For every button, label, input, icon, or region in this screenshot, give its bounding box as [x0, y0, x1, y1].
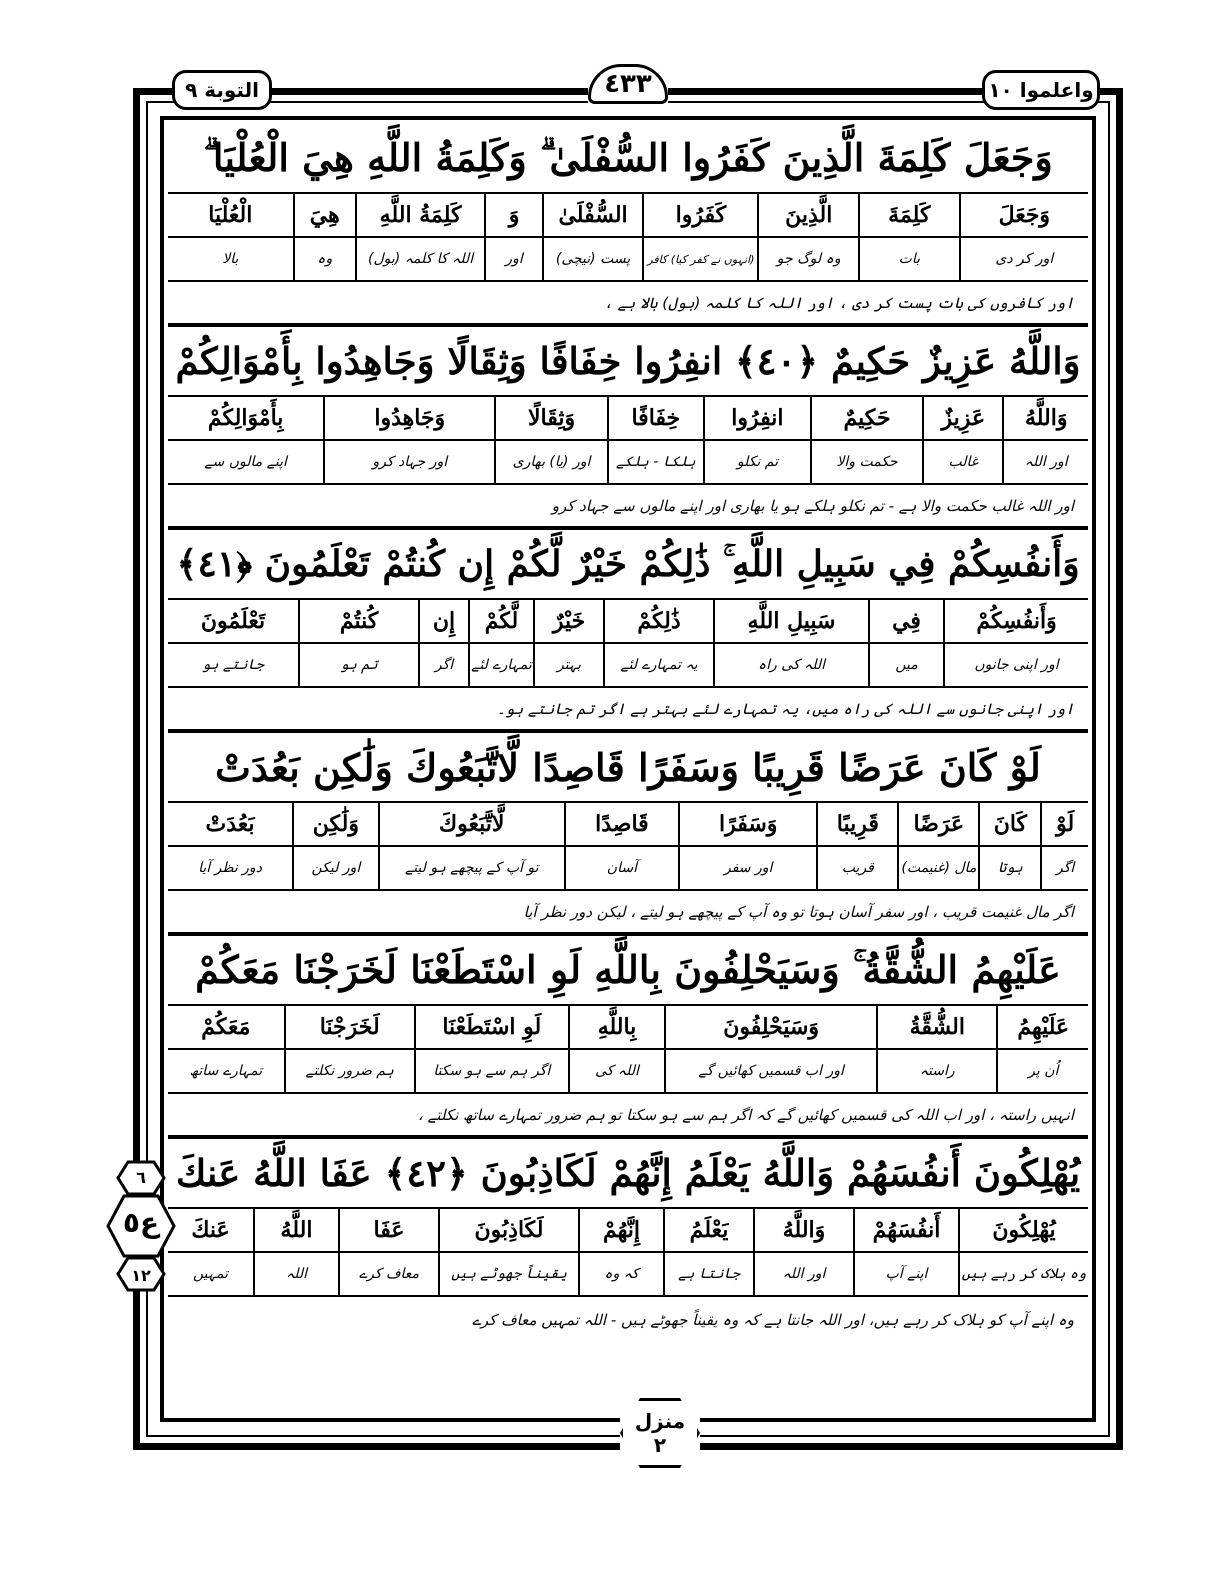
- urdu-meaning-cell: تو آپ کے پیچھے ہو لیتے: [378, 847, 564, 889]
- arabic-word-cell: وَلَٰكِن: [292, 803, 378, 845]
- arabic-word-cell: وَسَفَرًا: [678, 803, 816, 845]
- arabic-word-cell: الَّذِينَ: [757, 194, 858, 236]
- urdu-meaning-cell: اگر ہم سے ہو سکتا: [414, 1050, 568, 1092]
- meaning-row: [168, 238, 1088, 282]
- verse-block: [168, 124, 1088, 327]
- word-row: [168, 803, 1088, 847]
- urdu-meaning-cell: اور کر دی: [959, 238, 1088, 280]
- urdu-meaning-cell: اُن پر: [996, 1050, 1088, 1092]
- word-row: [168, 1006, 1088, 1050]
- urdu-meaning-cell: آسان: [564, 847, 678, 889]
- arabic-word-cell: السُّفْلَىٰ: [542, 194, 643, 236]
- urdu-meaning-cell: ہوتا: [978, 847, 1040, 889]
- urdu-translation-line: اگر مال غنیمت قریب ، اور سفر آسان ہوتا تو وہ آپ کے پیچھے ہو لیتے ، لیکن دور نظر آیا: [168, 891, 1088, 936]
- urdu-meaning-cell: اگر: [418, 644, 468, 686]
- urdu-meaning-cell: یقیناً جھوٹے ہیں: [438, 1253, 578, 1295]
- arabic-word-cell: لَخَرَجْنَا: [284, 1006, 414, 1048]
- arabic-word-cell: عَفَا: [338, 1209, 438, 1251]
- arabic-word-cell: كَلِمَةُ اللَّهِ: [355, 194, 484, 236]
- verse-block: [168, 530, 1088, 733]
- urdu-translation-line: انہیں راستہ ، اور اب اللہ کی قسمیں کھائیں گے کہ اگر ہم سے ہو سکتا تو ہم ضرور تمہارے ساتھ نکلتے ،: [168, 1094, 1088, 1139]
- urdu-meaning-cell: حکمت والا: [810, 441, 922, 483]
- meaning-row: [168, 1050, 1088, 1094]
- arabic-word-cell: بِاللَّهِ: [568, 1006, 664, 1048]
- arabic-verse-line: وَأَنفُسِكُمْ فِي سَبِيلِ اللَّهِ ۚ ذَٰلِكُمْ خَيْرٌ لَّكُمْ إِن كُنتُمْ تَعْلَمُونَ ﴿٤١﴾: [168, 530, 1088, 600]
- urdu-meaning-cell: بات: [858, 238, 959, 280]
- urdu-meaning-cell: تمہارے ساتھ: [189, 1063, 263, 1079]
- word-row: [168, 1209, 1088, 1253]
- arabic-word-cell: خَيْرٌ: [533, 600, 603, 642]
- arabic-word-cell: وَاللَّهُ: [1002, 397, 1088, 439]
- arabic-verse-line: يُهْلِكُونَ أَنفُسَهُمْ وَاللَّهُ يَعْلَمُ إِنَّهُمْ لَكَاذِبُونَ ﴿٤٢﴾ عَفَا اللَّهُ عَنكَ: [168, 1139, 1088, 1209]
- arabic-word-cell: عَرَضًا: [897, 803, 978, 845]
- urdu-meaning-cell: یہ تمہارے لئے: [603, 644, 713, 686]
- arabic-word-cell: إِنَّهُمْ: [578, 1209, 663, 1251]
- arabic-word-cell: بِأَمْوَالِكُمْ: [207, 405, 284, 431]
- urdu-meaning-cell: جانتے ہو: [202, 657, 264, 673]
- urdu-meaning-cell: اور اپنی جانوں: [943, 644, 1088, 686]
- urdu-meaning-cell: اور اللہ: [753, 1253, 853, 1295]
- urdu-meaning-cell: وہ: [293, 238, 355, 280]
- arabic-verse-line: لَوْ كَانَ عَرَضًا قَرِيبًا وَسَفَرًا قَاصِدًا لَّاتَّبَعُوكَ وَلَٰكِن بَعُدَتْ: [168, 733, 1088, 803]
- arabic-word-cell: إِن: [418, 600, 468, 642]
- urdu-meaning-cell: وہ لوگ جو: [757, 238, 858, 280]
- meaning-row: [168, 644, 1088, 688]
- page-number: [588, 64, 668, 104]
- arabic-word-cell: حَكِيمٌ: [810, 397, 922, 439]
- urdu-meaning-cell: اللہ: [253, 1253, 338, 1295]
- urdu-meaning-cell: بالا: [222, 251, 239, 267]
- arabic-word-cell: فِي: [868, 600, 943, 642]
- arabic-word-cell: تَعْلَمُونَ: [200, 608, 266, 634]
- arabic-word-cell: عَنكَ: [191, 1217, 230, 1243]
- urdu-meaning-cell: ہم ضرور نکلتے: [284, 1050, 414, 1092]
- verse-block: [168, 733, 1088, 936]
- verse-table: [168, 124, 1088, 1342]
- urdu-translation-line: اور اپنی جانوں سے اللہ کی راہ میں، یہ تمہارے لئے بہتر ہے اگر تم جانتے ہو۔: [168, 688, 1088, 733]
- ruku-count-bottom: ١٢: [131, 1266, 151, 1285]
- urdu-meaning-cell: اور (یا) بھاری: [494, 441, 606, 483]
- arabic-word-cell: وَثِقَالًا: [494, 397, 606, 439]
- verse-block: [168, 936, 1088, 1139]
- arabic-word-cell: خِفَافًا: [607, 397, 703, 439]
- surah-name-label: التوبة ٩: [172, 70, 272, 110]
- urdu-meaning-cell: اللہ کی: [568, 1050, 664, 1092]
- urdu-meaning-cell: تمہیں: [192, 1266, 229, 1282]
- arabic-word-cell: كَلِمَةَ: [858, 194, 959, 236]
- urdu-meaning-cell: مال (غنیمت): [897, 847, 978, 889]
- para-name-label: واعلموا ١٠: [982, 70, 1100, 110]
- verse-block: [168, 1139, 1088, 1342]
- meaning-row: [168, 847, 1088, 891]
- ruku-marker: [106, 1160, 176, 1292]
- arabic-word-cell: سَبِيلِ اللَّهِ: [713, 600, 868, 642]
- urdu-meaning-cell: (انہوں نے کفر کیا) کافر: [642, 238, 757, 280]
- arabic-word-cell: عَلَيْهِمُ: [996, 1006, 1088, 1048]
- arabic-word-cell: الشُّقَّةُ: [876, 1006, 996, 1048]
- meaning-row: [168, 441, 1088, 485]
- urdu-translation-line: اور اللہ غالب حکمت والا ہے - تم نکلو ہلکے ہو یا بھاری اور اپنے مالوں سے جہاد کرو: [168, 485, 1088, 530]
- arabic-word-cell: بَعُدَتْ: [205, 811, 255, 837]
- arabic-word-cell: كَانَ: [978, 803, 1040, 845]
- urdu-meaning-cell: تم نکلو: [703, 441, 810, 483]
- meaning-row: [168, 1253, 1088, 1297]
- arabic-word-cell: كُنتُمْ: [298, 600, 418, 642]
- manzil-label: منزل: [634, 1409, 686, 1433]
- urdu-meaning-cell: جانتا ہے: [663, 1253, 753, 1295]
- arabic-word-cell: لَوِ اسْتَطَعْنَا: [414, 1006, 568, 1048]
- urdu-meaning-cell: تم ہو: [298, 644, 418, 686]
- arabic-word-cell: قَاصِدًا: [564, 803, 678, 845]
- arabic-word-cell: وَ: [484, 194, 542, 236]
- arabic-word-cell: الْعُلْيَا: [208, 202, 253, 228]
- urdu-meaning-cell: اور جہاد کرو: [323, 441, 494, 483]
- urdu-meaning-cell: اپنے مالوں سے: [204, 454, 287, 470]
- arabic-word-cell: ذَٰلِكُمْ: [603, 600, 713, 642]
- arabic-word-cell: هِيَ: [293, 194, 355, 236]
- arabic-word-cell: وَاللَّهُ: [753, 1209, 853, 1251]
- urdu-meaning-cell: اور: [484, 238, 542, 280]
- arabic-verse-line: وَجَعَلَ كَلِمَةَ الَّذِينَ كَفَرُوا السُّفْلَىٰ ۗ وَكَلِمَةُ اللَّهِ هِيَ الْعُلْيَا ۗ: [168, 124, 1088, 194]
- urdu-meaning-cell: بہتر: [533, 644, 603, 686]
- arabic-word-cell: قَرِيبًا: [816, 803, 897, 845]
- word-row: [168, 194, 1088, 238]
- arabic-word-cell: وَأَنفُسِكُمْ: [943, 600, 1088, 642]
- arabic-word-cell: مَعَكُمْ: [201, 1014, 251, 1040]
- urdu-meaning-cell: دور نظر آیا: [198, 860, 262, 876]
- urdu-meaning-cell: اور لیکن: [292, 847, 378, 889]
- urdu-meaning-cell: وہ ہلاک کر رہے ہیں: [958, 1253, 1088, 1295]
- page-number-text: ٤٣٣: [604, 69, 652, 99]
- urdu-translation-line: اور کافروں کی بات پست کر دی ، اور اللہ کا کلمہ (بول) بالا ہے ،: [168, 282, 1088, 327]
- urdu-meaning-cell: اگر: [1040, 847, 1088, 889]
- urdu-meaning-cell: ہلکا - ہلکے: [607, 441, 703, 483]
- ruku-symbol: ع٥: [122, 1206, 160, 1239]
- word-row: [168, 397, 1088, 441]
- arabic-word-cell: عَزِيزٌ: [922, 397, 1002, 439]
- urdu-meaning-cell: میں: [868, 644, 943, 686]
- urdu-meaning-cell: اپنے آپ: [853, 1253, 958, 1295]
- urdu-meaning-cell: راستہ: [876, 1050, 996, 1092]
- urdu-meaning-cell: اللہ کی راہ: [713, 644, 868, 686]
- urdu-meaning-cell: معاف کرے: [338, 1253, 438, 1295]
- urdu-meaning-cell: اللہ کا کلمہ (بول): [355, 238, 484, 280]
- urdu-meaning-cell: اور سفر: [678, 847, 816, 889]
- urdu-meaning-cell: کہ وہ: [578, 1253, 663, 1295]
- verse-block: [168, 327, 1088, 530]
- arabic-word-cell: لَّاتَّبَعُوكَ: [378, 803, 564, 845]
- urdu-meaning-cell: پست (نیچی): [542, 238, 643, 280]
- ruku-count-top: ٦: [136, 1168, 146, 1187]
- manzil-number: ٢: [653, 1433, 667, 1457]
- arabic-word-cell: كَفَرُوا: [642, 194, 757, 236]
- arabic-word-cell: اللَّهُ: [253, 1209, 338, 1251]
- arabic-word-cell: لَكَاذِبُونَ: [438, 1209, 578, 1251]
- arabic-verse-line: عَلَيْهِمُ الشُّقَّةُ ۚ وَسَيَحْلِفُونَ بِاللَّهِ لَوِ اسْتَطَعْنَا لَخَرَجْنَا مَعَكُمْ: [168, 936, 1088, 1006]
- urdu-meaning-cell: تمہارے لئے: [468, 644, 533, 686]
- arabic-word-cell: يَعْلَمُ: [663, 1209, 753, 1251]
- arabic-word-cell: يُهْلِكُونَ: [958, 1209, 1088, 1251]
- urdu-meaning-cell: قریب: [816, 847, 897, 889]
- arabic-word-cell: انفِرُوا: [703, 397, 810, 439]
- arabic-verse-line: وَاللَّهُ عَزِيزٌ حَكِيمٌ ﴿٤٠﴾ انفِرُوا خِفَافًا وَثِقَالًا وَجَاهِدُوا بِأَمْوَالِكُمْ: [168, 327, 1088, 397]
- word-row: [168, 600, 1088, 644]
- urdu-meaning-cell: اور اب قسمیں کھائیں گے: [664, 1050, 876, 1092]
- urdu-meaning-cell: غالب: [922, 441, 1002, 483]
- arabic-word-cell: لَوْ: [1040, 803, 1088, 845]
- urdu-meaning-cell: اور اللہ: [1002, 441, 1088, 483]
- arabic-word-cell: وَجَعَلَ: [959, 194, 1088, 236]
- arabic-word-cell: أَنفُسَهُمْ: [853, 1209, 958, 1251]
- arabic-word-cell: وَسَيَحْلِفُونَ: [664, 1006, 876, 1048]
- manzil-badge: [620, 1398, 700, 1468]
- arabic-word-cell: وَجَاهِدُوا: [323, 397, 494, 439]
- urdu-translation-line: وہ اپنے آپ کو ہلاک کر رہے ہیں، اور اللہ جانتا ہے کہ وہ یقیناً جھوٹے ہیں - اللہ تمہیں معاف کرے: [472, 1310, 1074, 1329]
- arabic-word-cell: لَّكُمْ: [468, 600, 533, 642]
